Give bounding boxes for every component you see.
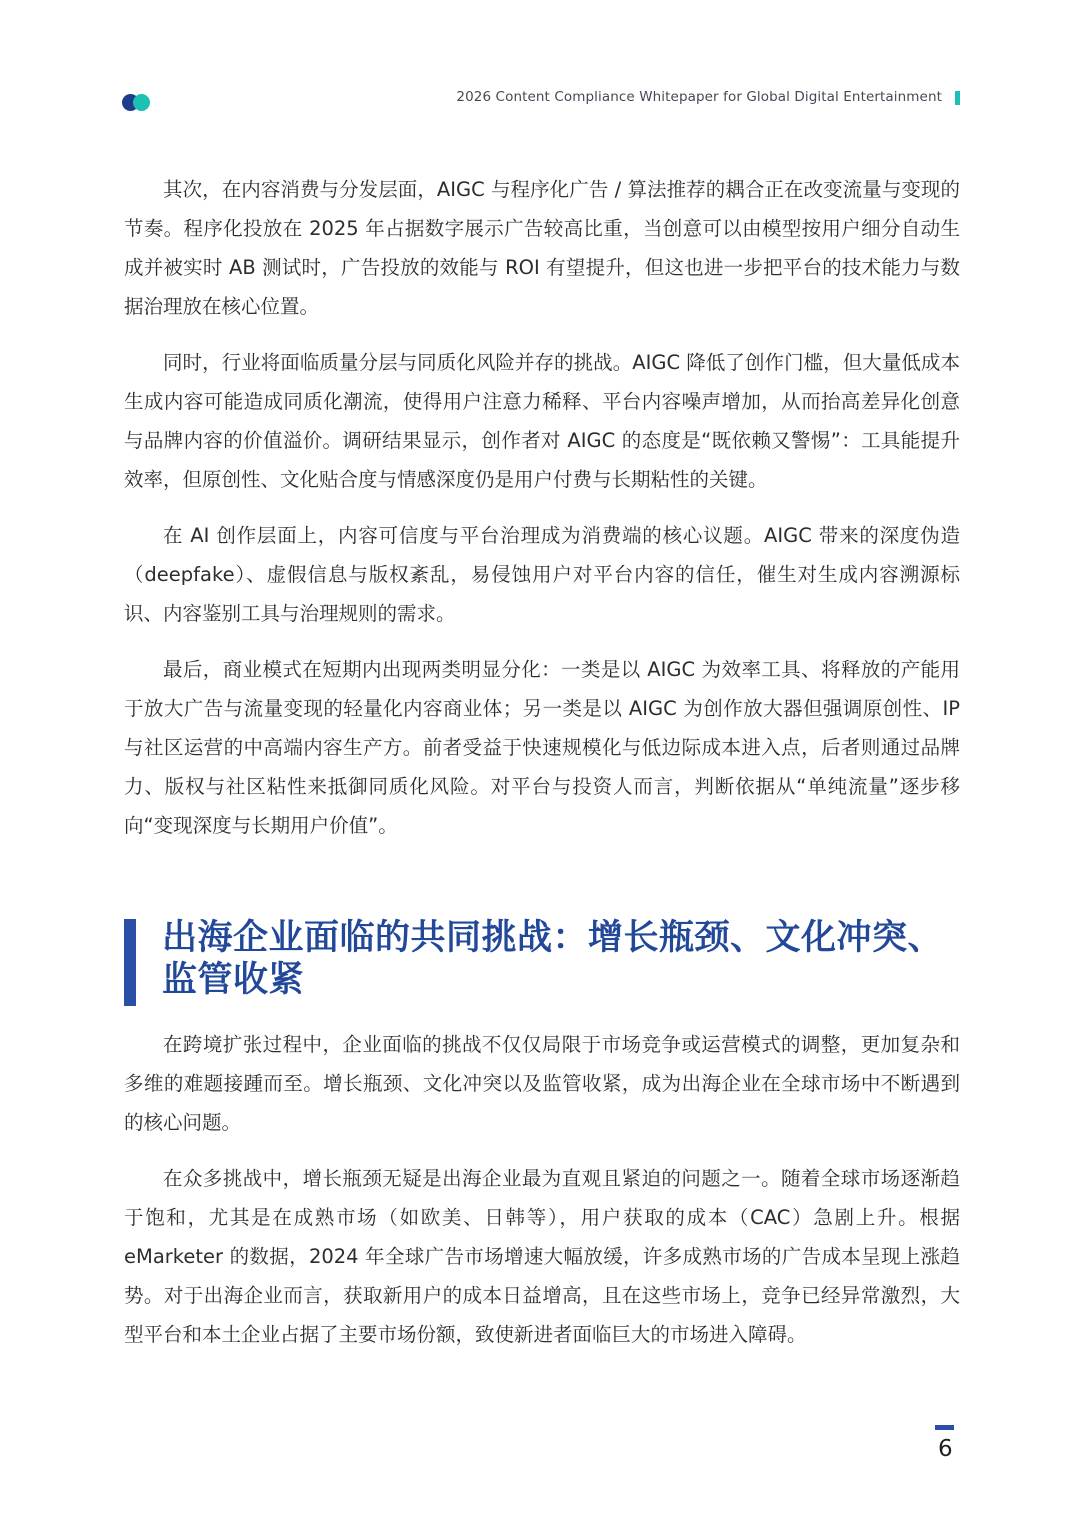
heading-accent-bar <box>124 919 136 1006</box>
body-paragraph: 在跨境扩张过程中，企业面临的挑战不仅仅局限于市场竞争或运营模式的调整，更加复杂和多维的难题接踵而至。增长瓶颈、文化冲突以及监管收紧，成为出海企业在全球市场中不断遇到的核心问题。 <box>124 1033 960 1134</box>
running-header-title: 2026 Content Compliance Whitepaper for Global Digital Entertainment <box>456 89 942 105</box>
body-paragraph: 同时，行业将面临质量分层与同质化风险并存的挑战。AIGC 降低了创作门槛，但大量低成本生成内容可能造成同质化潮流，使得用户注意力稀释、平台内容噪声增加，从而抬高差异化创意与品牌内容的价值溢价。调研结果显示，创作者对 AIGC 的态度是“既依赖又警惕”：工具能提升效率，但原创性、文化贴合度与情感深度仍是用户付费与长期粘性的关键。 <box>124 351 960 491</box>
section-body <box>124 1025 960 1354</box>
section-heading <box>124 917 960 1005</box>
brand-logo-icon <box>122 94 152 112</box>
page-number-mark <box>935 1425 954 1430</box>
section-heading-text: 出海企业面临的共同挑战：增长瓶颈、文化冲突、监管收紧 <box>162 917 944 1000</box>
body-paragraph: 在众多挑战中，增长瓶颈无疑是出海企业最为直观且紧迫的问题之一。随着全球市场逐渐趋于饱和，尤其是在成熟市场（如欧美、日韩等），用户获取的成本（CAC）急剧上升。根据 eMarketer 的数据，2024 年全球广告市场增速大幅放缓，许多成熟市场的广告成本呈现上涨趋势。对于出海企业而言，获取新用户的成本日益增高，且在这些市场上，竞争已经异常激烈，大型平台和本土企业占据了主要市场份额，致使新进者面临巨大的市场进入障碍。 <box>124 1167 960 1346</box>
body-paragraph: 在 AI 创作层面上，内容可信度与平台治理成为消费端的核心议题。AIGC 带来的深度伪造（deepfake）、虚假信息与版权紊乱，易侵蚀用户对平台内容的信任，催生对生成内容溯源标识、内容鉴别工具与治理规则的需求。 <box>124 524 960 625</box>
body-paragraph: 最后，商业模式在短期内出现两类明显分化：一类是以 AIGC 为效率工具、将释放的产能用于放大广告与流量变现的轻量化内容商业体；另一类是以 AIGC 为创作放大器但强调原创性、IP 与社区运营的中高端内容生产方。前者受益于快速规模化与低边际成本进入点，后者则通过品牌力、版权与社区粘性来抵御同质化风险。对平台与投资人而言，判断依据从“单纯流量”逐步移向“变现深度与长期用户价值”。 <box>124 658 960 837</box>
logo-teal-circle <box>133 94 150 111</box>
page-number: 6 <box>938 1436 953 1462</box>
body-paragraph: 其次，在内容消费与分发层面，AIGC 与程序化广告 / 算法推荐的耦合正在改变流量与变现的节奏。程序化投放在 2025 年占据数字展示广告较高比重，当创意可以由模型按用户细分自动生成并被实时 AB 测试时，广告投放的效能与 ROI 有望提升，但这也进一步把平台的技术能力与数据治理放在核心位置。 <box>124 178 960 318</box>
header-accent-bar <box>955 91 960 105</box>
page-content <box>124 170 960 1371</box>
